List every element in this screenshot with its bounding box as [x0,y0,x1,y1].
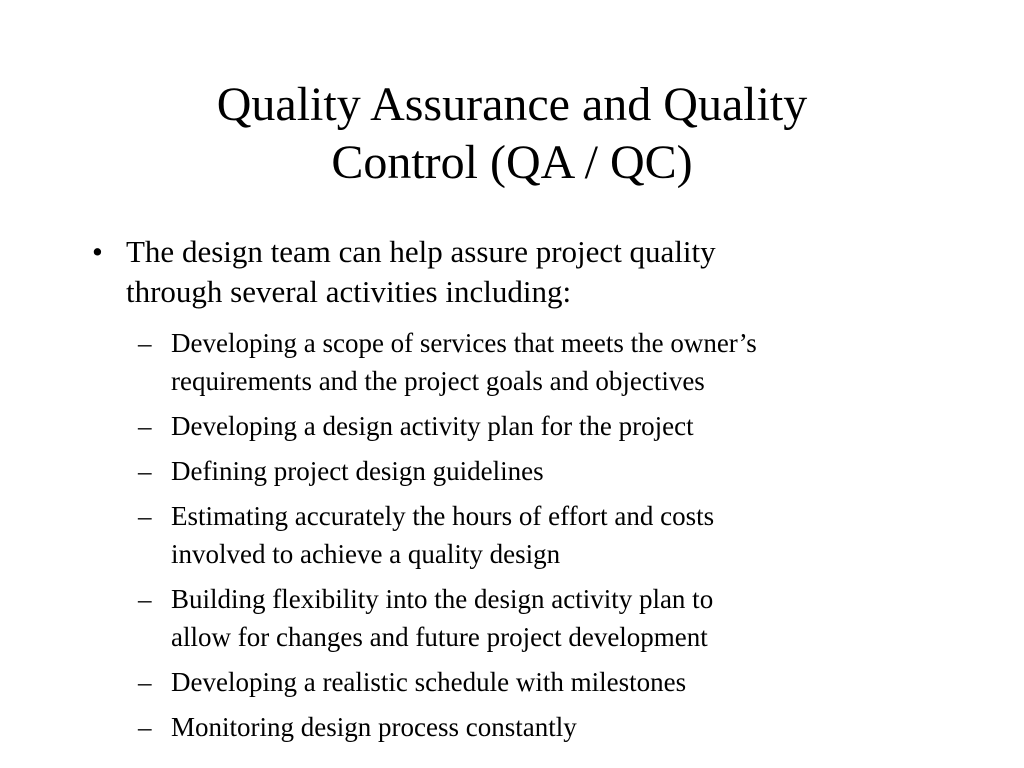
main-bullet-line-1: The design team can help assure project quality [126,234,716,269]
sub-bullet-item [138,324,938,400]
dash-marker: – [138,584,152,614]
sub-bullet-item [138,497,938,573]
sub-bullet-line: Developing a scope of services that meets the owner’s [171,328,757,358]
dash-marker: – [138,456,152,486]
sub-bullet-item [138,708,938,746]
sub-bullet-list [138,324,938,753]
sub-bullet-line: Estimating accurately the hours of effort and costs [171,501,715,531]
sub-bullet-item [138,663,938,701]
sub-bullet-line: Developing a design activity plan for the project [171,411,694,441]
sub-bullet-line: Monitoring design process constantly [171,712,577,742]
dash-marker: – [138,501,152,531]
sub-bullet-line: Defining project design guidelines [171,456,544,486]
dash-marker: – [138,667,152,697]
slide-title-line-2: Control (QA / QC) [331,136,693,189]
slide-title-line-1: Quality Assurance and Quality [216,78,808,131]
main-bullet-line-2: through several activities including: [126,274,572,309]
main-bullet-text [126,232,926,312]
sub-bullet-line: Developing a realistic schedule with milestones [171,667,687,697]
sub-bullet-line: Building flexibility into the design activity plan to [171,584,714,614]
sub-bullet-line: allow for changes and future project development [171,622,708,652]
sub-bullet-item [138,407,938,445]
bullet-marker: • [92,234,103,269]
dash-marker: – [138,712,152,742]
sub-bullet-line: requirements and the project goals and objectives [171,366,705,396]
sub-bullet-item [138,452,938,490]
sub-bullet-item [138,580,938,656]
sub-bullet-line: involved to achieve a quality design [171,539,561,569]
slide-title [100,76,924,192]
dash-marker: – [138,328,152,358]
dash-marker: – [138,411,152,441]
